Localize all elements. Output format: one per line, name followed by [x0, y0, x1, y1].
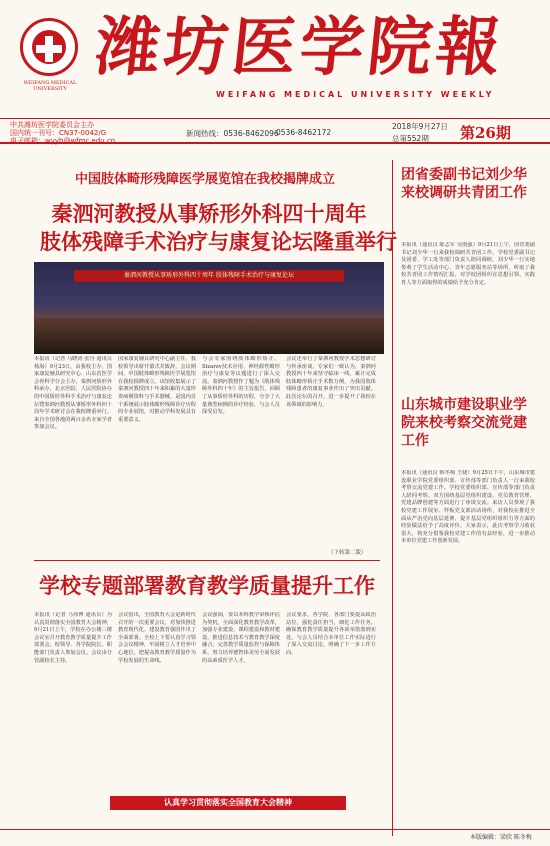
sidebar-headline-2: 山东城市建设职业学院来校考察交流党建工作 [401, 397, 527, 449]
complaint-phone: 0536-8462172 [276, 128, 332, 137]
article2-headline: 学校专题部署教育教学质量提升工作 [39, 573, 375, 598]
sidebar-body-1: 本报讯（通讯员 陈志军 吴雨强）9月21日上午，团省委副书记刘少华一行来我校调研共青团工作。学校党委副书记及团委、学工处等部门负责人陪同调研。刘少华一行实地参观了学生活动中心、青年志愿服务站等场所，听取了我校共青团工作情况汇报，对学校团组织在思想引领、实践育人等方面取得的成绩给予充分肯定。 [401, 242, 535, 286]
sidebar-headline-1: 团省委副书记刘少华来校调研共青团工作 [401, 167, 527, 201]
newspaper-title: 潍坊医学院報 [92, 10, 508, 85]
serial-number: 国内统一刊号：CN37-0042/G [10, 129, 107, 137]
article1-headline-line2: 肢体残障手术治疗与康复论坛隆重举行 [40, 229, 397, 254]
article2-column: 会议要求，各学院、各部门要提高政治站位，强化责任担当，细化工作任务，确保教育教学质量提升各项举措落到实处。与会人员结合本单位工作实际进行了深入交流讨论，明确了下一步工作方向。 [286, 612, 376, 656]
article1-column: 与会专家围绕肢体畸形矫正、Ilizarov技术应用、神经源性畸形治疗与康复等议题进行了深入交流。秦泗河教授作了题为《肢体残障外科四十年》的主旨报告，回顾了从事矫形外科的历程，分享了大量典型病例的诊疗经验，与会人员深受启发。 [202, 356, 280, 416]
slogan-banner: 认真学习贯彻落实全国教育大会精神 [110, 796, 346, 810]
photo-stage [34, 318, 384, 354]
sidebar-body-2: 本报讯（通讯员 韩冬梅 王婕）9月25日下午，山东城市建设职业学院党委组织部、宣传部等部门负责人一行来我校考察交流党建工作。学校党委组织部、宣传部等部门负责人陪同考察。双方围绕基层党组织建设、党员教育管理、党建品牌创建等方面进行了座谈交流。来访人员参观了我校党建工作展室、样板党支部活动场所，对我校在推进全面从严治党向基层延伸、提升基层党组织组织力等方面的经验做法给予了高度评价。大家表示，此次考察学习收获很大，将充分借鉴我校党建工作的有益经验，进一步推动本单位党建工作创新发展。 [401, 470, 535, 545]
photo-banner-text: 秦泗河教授从事矫形外科四十周年 肢体残障手术治疗与康复论坛 [124, 272, 294, 279]
issue-number: 第26期 [460, 124, 511, 142]
email-line: 电子邮箱：wyyb@wfmc.edu.cn [10, 137, 116, 145]
section-divider [34, 560, 380, 561]
university-seal-icon [20, 18, 78, 76]
news-phone: 新闻热线：0536-8462096 [186, 129, 279, 138]
sidebar [392, 160, 542, 836]
article2-column: 会议强调，要以本科教学审核评估为契机，全面深化教育教学改革，加强专业建设、课程建设和教材建设，推进信息技术与教育教学深度融合，完善教学质量监控与保障体系，努力培养德智体美劳全面发展的高素质医学人才。 [202, 612, 280, 664]
total-issue: 总第552期 [392, 134, 429, 143]
forum-photo [34, 262, 384, 354]
continued-note: （下转第二版） [328, 550, 367, 556]
photo-banner [74, 270, 344, 282]
newspaper-title-en: WEIFANG MEDICAL UNIVERSITY WEEKLY [216, 90, 495, 99]
article1-headline [40, 200, 397, 256]
article1-headline-line1: 秦泗河教授从事矫形外科四十周年 [51, 201, 367, 226]
article1-column: 会议还举行了秦泗河教授学术思想研讨与传承座谈，专家们一致认为，秦泗河教授四十年来坚守临床一线，累计完成肢体畸形矫正手术数万例，为我国肢体残障患者的康复事业作出了突出贡献。此次论坛的召开，进一步提升了我校在该领域的影响力。 [286, 356, 376, 408]
article2-column: 会议指出，全国教育大会是新时代召开的一次重要会议，对加快推进教育现代化、建设教育强国作出了全面部署。全校上下要认真学习领会会议精神，牢固树立人才培养中心地位，把提高教育教学质量作为学校发展的生命线。 [118, 612, 196, 664]
publisher-line: 中共潍坊医学院委员会主办 [10, 121, 94, 129]
footer-divider [0, 829, 550, 830]
editor-credit: 本版编辑：梁欣 陈冬梅 [470, 834, 532, 841]
issue-date: 2018年9月27日 [392, 122, 448, 131]
logo-subtitle: WEIFANG MEDICAL UNIVERSITY [23, 80, 77, 92]
info-bar [0, 118, 550, 144]
article1-column: 本报讯（记者 马晓涛 张丹 通讯员 杨海）9月23日，由我校主办，国家康复辅具研究中心、山东省医学会骨科学分会主办，秦泗河矫形外科承办，北京医院、人民医院协办的中国矫形外科手术治疗与康复论坛暨秦泗河教授从事矫形外科四十周年学术研讨会在我校隆重举行。来自全国各地的两百余名专家学者参加会议。 [34, 356, 112, 431]
article2-column: 本报讯（记者 马伟博 通讯员）为认真贯彻落实全国教育大会精神，9月21日上午，学校在办公楼三楼会议室召开教育教学质量提升工作部署会。校领导、各学院院长、职能部门负责人参加会议。会议由分管副校长主持。 [34, 612, 112, 664]
masthead [6, 4, 544, 124]
article1-column: 国家康复辅具研究中心副主任、我校领导出席开幕式并致辞。会议期间，中国肢体畸形残障医学展览馆在我校揭牌成立。该馆收集展示了秦泗河教授四十年来积累的大量珍贵病例资料与手术器械，是国内首个系统展示肢体畸形残障诊疗历程的专业展馆，对推动学科发展具有重要意义。 [118, 356, 196, 423]
article1-kicker: 中国肢体畸形残障医学展览馆在我校揭牌成立 [74, 172, 335, 187]
